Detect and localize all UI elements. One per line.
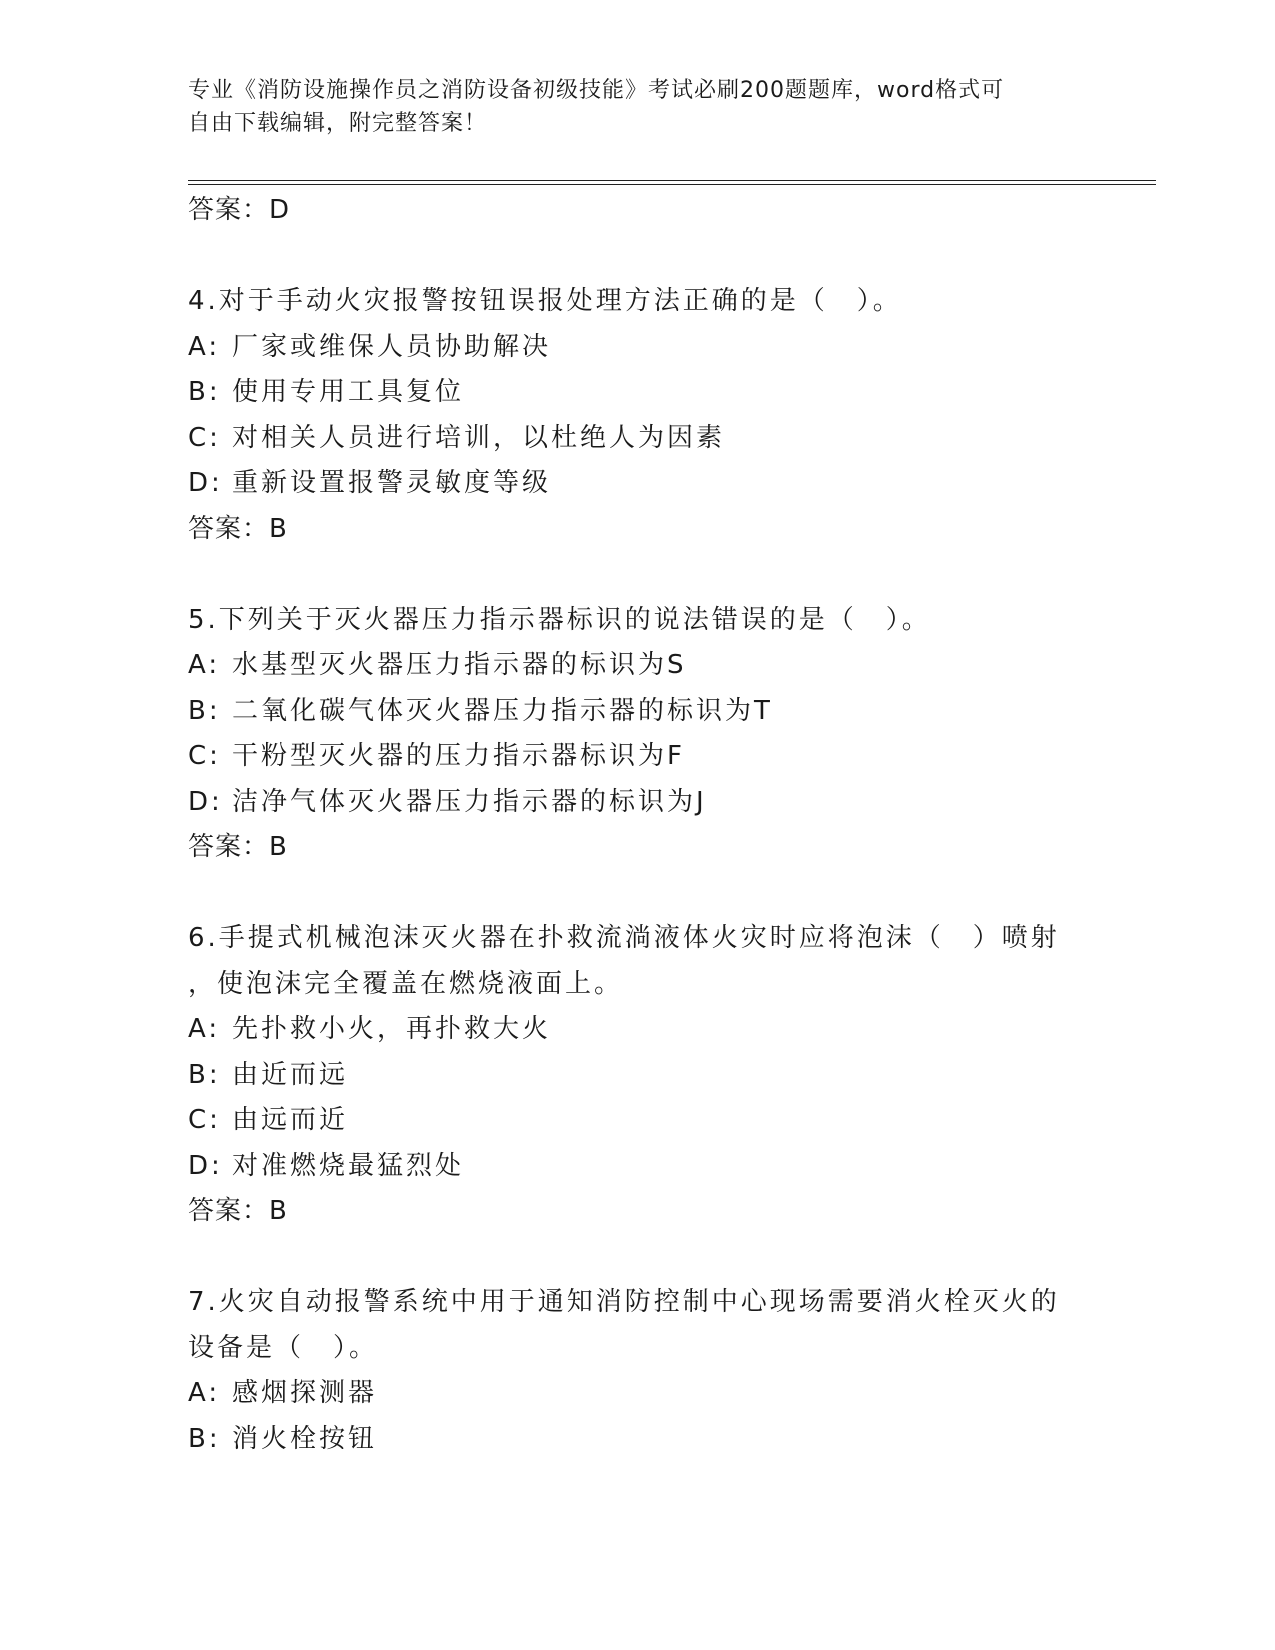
question-4: [188, 279, 1088, 552]
option-text: 重新设置报警灵敏度等级: [232, 468, 552, 498]
option-label: B:: [188, 1059, 221, 1090]
answer-line: 答案：D: [188, 195, 291, 225]
option-c: [188, 416, 1088, 462]
option-a: [188, 1007, 1088, 1053]
option-text: 干粉型灭火器的压力指示器标识为F: [232, 741, 685, 771]
answer-line: 答案：B: [188, 832, 288, 862]
option-d: [188, 461, 1088, 507]
option-text: 洁净气体灭火器压力指示器的标识为J: [232, 786, 707, 817]
option-label: A:: [188, 650, 221, 680]
option-text: 厂家或维保人员协助解决: [232, 331, 552, 362]
option-label: B:: [188, 377, 221, 407]
option-text: 由近而远: [232, 1059, 349, 1090]
question-stem: 6.手提式机械泡沫灭火器在扑救流淌液体火灾时应将泡沫（ ）喷射: [188, 923, 1060, 953]
question-list: [188, 188, 1088, 1462]
option-b: [188, 1417, 1088, 1463]
option-text: 由远而近: [232, 1105, 349, 1135]
option-label: D:: [188, 468, 223, 498]
option-d: [188, 1144, 1088, 1190]
header-line-1: 专业《消防设施操作员之消防设备初级技能》考试必刷200题题库，word格式可: [188, 78, 1005, 103]
question-stem: 5.下列关于灭火器压力指示器标识的说法错误的是（ ）。: [188, 604, 931, 635]
option-text: 对相关人员进行培训，以杜绝人为因素: [232, 422, 726, 453]
question-7: [188, 1280, 1088, 1462]
option-b: [188, 1053, 1088, 1099]
option-text: 对准燃烧最猛烈处: [232, 1150, 465, 1181]
option-c: [188, 1098, 1088, 1144]
document-header: [188, 74, 1088, 140]
option-text: 二氧化碳气体灭火器压力指示器的标识为T: [232, 695, 773, 726]
option-text: 消火栓按钮: [232, 1423, 378, 1454]
question-5: [188, 598, 1088, 871]
option-label: C:: [188, 1105, 221, 1135]
question-stem-continued: 设备是（ ）。: [188, 1332, 379, 1363]
header-divider-top: [188, 180, 1156, 181]
question-stem: 7.火灾自动报警系统中用于通知消防控制中心现场需要消火栓灭火的: [188, 1287, 1060, 1317]
option-label: D:: [188, 1150, 223, 1181]
option-a: [188, 1371, 1088, 1417]
option-label: C:: [188, 422, 221, 453]
option-c: [188, 734, 1088, 780]
option-label: A:: [188, 1014, 221, 1044]
option-b: [188, 689, 1088, 735]
option-d: [188, 780, 1088, 826]
option-text: 感烟探测器: [232, 1378, 378, 1408]
option-a: [188, 325, 1088, 371]
option-label: B:: [188, 695, 221, 726]
header-divider-bottom: [188, 184, 1156, 185]
option-text: 先扑救小火，再扑救大火: [232, 1014, 552, 1044]
question-stem: 4.对于手动火灾报警按钮误报处理方法正确的是（ ）。: [188, 286, 902, 316]
header-line-2: 自由下载编辑，附完整答案！: [188, 111, 488, 136]
option-label: D:: [188, 786, 223, 817]
option-a: [188, 643, 1088, 689]
option-text: 水基型灭火器压力指示器的标识为S: [232, 650, 687, 680]
question-6: [188, 916, 1088, 1235]
option-text: 使用专用工具复位: [232, 377, 465, 407]
option-label: A:: [188, 1378, 221, 1408]
answer-line: 答案：B: [188, 1196, 288, 1226]
option-label: A:: [188, 331, 221, 362]
option-label: B:: [188, 1423, 221, 1454]
answer-line: 答案：B: [188, 513, 288, 544]
option-label: C:: [188, 741, 221, 771]
option-b: [188, 370, 1088, 416]
question-stem-continued: ，使泡沫完全覆盖在燃烧液面上。: [188, 968, 624, 999]
